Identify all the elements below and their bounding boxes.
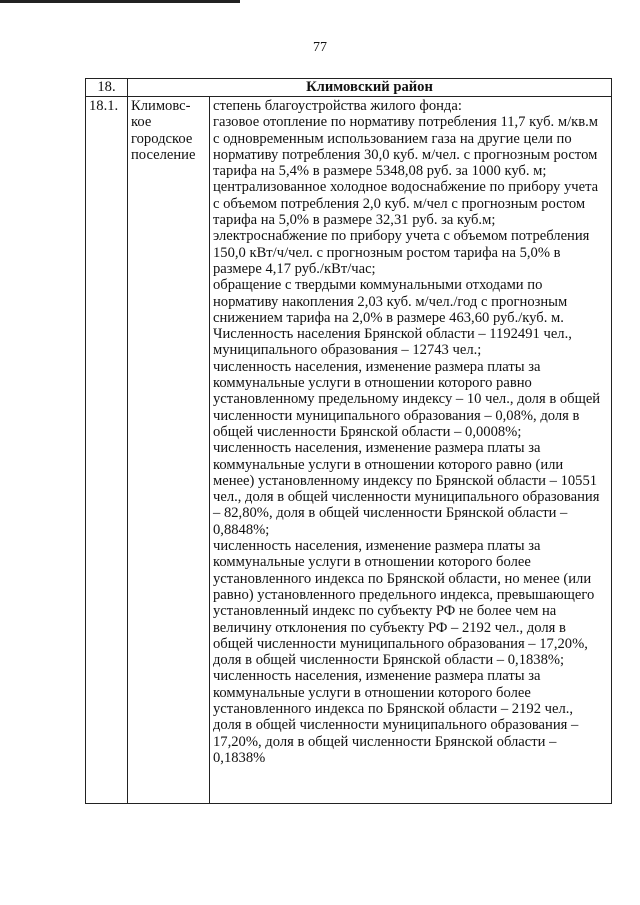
content-text-line: Численность населения Брянской области – 1192491 чел., <box>213 326 572 343</box>
content-text-line: 150,0 кВт/ч/чел. с прогнозным ростом тарифа на 5,0% в <box>213 244 561 261</box>
content-text-line: 0,1838% <box>213 749 266 766</box>
municipality-name-line: Климовс- <box>131 98 191 114</box>
district-table <box>85 78 612 804</box>
content-text-line: газовое отопление по нормативу потребления 11,7 куб. м/кв.м <box>213 114 598 131</box>
content-text-line: численность населения, изменение размера платы за <box>213 538 541 555</box>
content-text-line: снижением тарифа на 2,0% в размере 463,60 руб./куб. м. <box>213 309 564 326</box>
content-text-line: тарифа на 5,4% в размере 5348,08 руб. за 1000 куб. м; <box>213 163 547 180</box>
content-text-line: доля в общей численности Брянской области – 0,1838%; <box>213 652 565 669</box>
content-text-line: чел., доля в общей численности муниципального образования <box>213 489 600 506</box>
content-text-line: коммунальные услуги в отношении которого более <box>213 554 531 571</box>
content-text-line: численность населения, изменение размера платы за <box>213 440 541 457</box>
page-number: 77 <box>313 40 327 55</box>
content-text-line: коммунальные услуги в отношении которого более <box>213 684 531 701</box>
content-text-line: централизованное холодное водоснабжение по прибору учета <box>213 179 599 196</box>
content-cell <box>210 97 612 804</box>
content-text-line: нормативу потребления 30,0 куб. м/чел. с прогнозным ростом <box>213 146 598 163</box>
table-row <box>86 97 612 804</box>
header-number-cell: 18. <box>86 79 128 97</box>
row-number-cell: 18.1. <box>86 97 128 804</box>
municipality-name-line: кое <box>131 114 152 131</box>
municipality-name-line: поселение <box>131 146 196 163</box>
content-text-line: 0,8848%; <box>213 521 270 538</box>
content-text-line: с одновременным использованием газа на другие цели по <box>213 130 572 147</box>
content-text-line: муниципального образования – 12743 чел.; <box>213 342 482 359</box>
content-text-line: численность населения, изменение размера платы за <box>213 358 541 375</box>
content-text-line: обращение с твердыми коммунальными отходами по <box>213 277 543 294</box>
content-text-line: 17,20%, доля в общей численности Брянской области – <box>213 733 557 750</box>
content-text-line: коммунальные услуги в отношении которого равно <box>213 375 532 392</box>
content-text-line: величину отклонения по субъекту РФ – 2192 чел., доля в <box>213 619 566 636</box>
content-text-line: – 82,80%, доля в общей численности Брянской области – <box>213 505 568 522</box>
content-text-line: общей численности муниципального образования – 17,20%, <box>213 635 588 652</box>
content-text-line: равно) установленного предельного индекса, превышающего <box>213 586 595 603</box>
content-text-line: численность населения, изменение размера платы за <box>213 668 541 685</box>
content-text-line: размере 4,17 руб./кВт/час; <box>213 260 376 277</box>
content-text-line: нормативу накопления 2,03 куб. м/чел./год с прогнозным <box>213 293 568 310</box>
municipality-cell <box>128 97 210 804</box>
district-title-cell: Климовский район <box>128 79 612 97</box>
content-text-line: установленного индекса по Брянской области, но менее (или <box>213 570 592 587</box>
content-text-line: установленного индекса по Брянской области – 2192 чел., <box>213 700 574 717</box>
table-header-row <box>86 79 612 97</box>
content-text-line: коммунальные услуги в отношении которого равно (или <box>213 456 564 473</box>
content-text-line: электроснабжение по прибору учета с объемом потребления <box>213 228 590 245</box>
content-text-line: общей численности Брянской области – 0,0008%; <box>213 423 522 440</box>
top-rule <box>0 0 240 3</box>
content-text-line: установленному предельному индексу – 10 чел., доля в общей <box>213 391 601 408</box>
content-text-line: степень благоустройства жилого фонда: <box>213 98 462 114</box>
content-text-line: численности муниципального образования – 0,08%, доля в <box>213 407 580 424</box>
content-text-line: тарифа на 5,0% в размере 32,31 руб. за куб.м; <box>213 212 496 229</box>
content-text-line: с объемом потребления 2,0 куб. м/чел с прогнозным ростом <box>213 195 586 212</box>
municipality-name-line: городское <box>131 130 193 147</box>
content-text-line: доля в общей численности муниципального образования – <box>213 717 579 734</box>
content-text-line: менее) установленному индексу по Брянской области – 10551 <box>213 472 598 489</box>
content-text-line: установленный индекс по субъекту РФ не более чем на <box>213 603 557 620</box>
